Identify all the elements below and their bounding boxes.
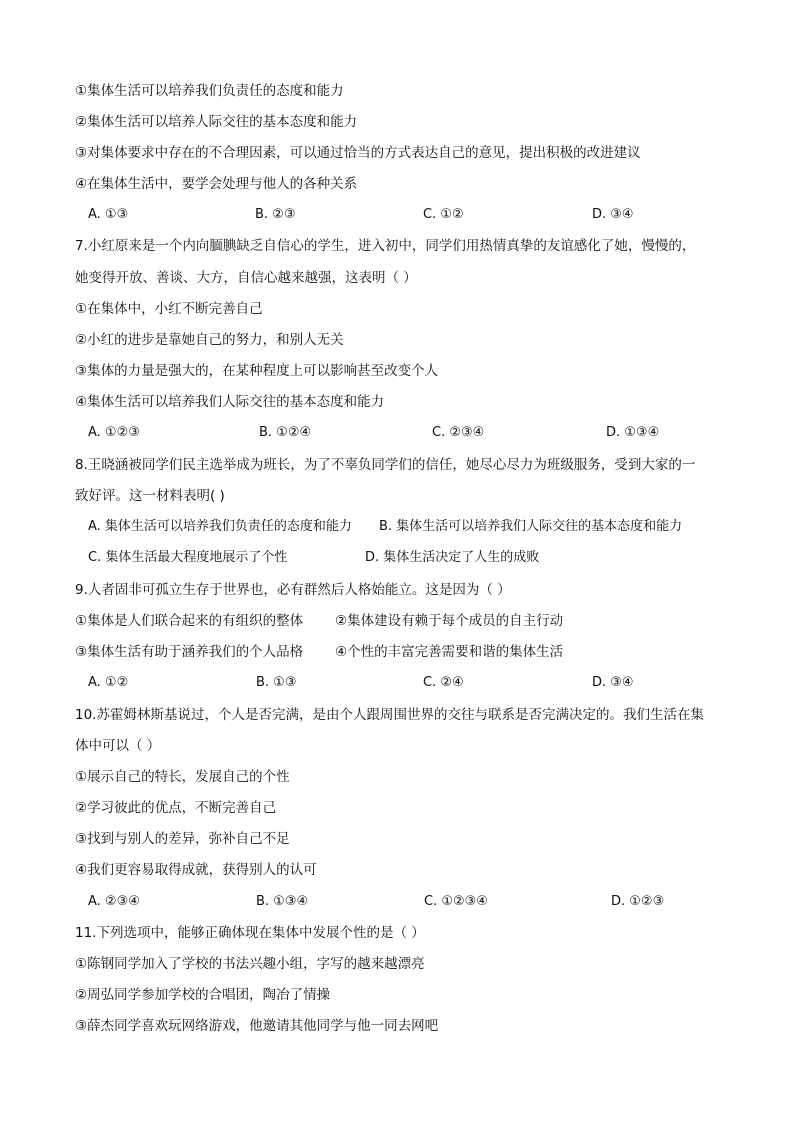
q9-item-4: ④个性的丰富完善需要和谐的集体生活: [335, 644, 564, 660]
q10-item-4: ④我们更容易取得成就，获得别人的认可: [75, 862, 317, 878]
q7-item-3: ③集体的力量是强大的，在某种程度上可以影响甚至改变个人: [75, 363, 439, 379]
q11-item-3: ③薛杰同学喜欢玩网络游戏，他邀请其他同学与他一同去网吧: [75, 1018, 439, 1034]
q10-option-c: C. ①②③④: [424, 894, 488, 909]
q8-stem-line-2: 致好评。这一材料表明( ): [75, 488, 225, 504]
q6-item-2: ②集体生活可以培养人际交往的基本态度和能力: [75, 114, 358, 130]
q6-item-1: ①集体生活可以培养我们负责任的态度和能力: [75, 83, 344, 99]
q11-stem: 11.下列选项中，能够正确体现在集体中发展个性的是（ ）: [75, 925, 425, 941]
q10-item-2: ②学习彼此的优点，不断完善自己: [75, 800, 277, 816]
q10-stem-line-1: 10.苏霍姆林斯基说过，个人是否完满，是由个人跟周围世界的交往与联系是否完满决定的。我们生活在集: [75, 707, 704, 723]
q6-option-d: D. ③④: [592, 207, 634, 222]
q9-item-3: ③集体生活有助于涵养我们的个人品格: [75, 644, 304, 660]
q9-option-d: D. ③④: [592, 675, 634, 690]
q7-item-1: ①在集体中，小红不断完善自己: [75, 301, 263, 317]
q7-item-2: ②小红的进步是靠她自己的努力，和别人无关: [75, 332, 344, 348]
q10-item-1: ①展示自己的特长，发展自己的个性: [75, 769, 290, 785]
q6-option-b: B. ②③: [255, 207, 296, 222]
q9-option-a: A. ①②: [88, 675, 129, 690]
q10-option-b: B. ①③④: [256, 894, 309, 909]
q9-item-2: ②集体建设有赖于每个成员的自主行动: [335, 613, 564, 629]
q11-item-1: ①陈钢同学加入了学校的书法兴趣小组，字写的越来越漂亮: [75, 956, 425, 972]
q8-option-a: A. 集体生活可以培养我们负责任的态度和能力: [88, 519, 352, 534]
q9-option-b: B. ①③: [256, 675, 297, 690]
q10-option-d: D. ①②③: [611, 894, 665, 909]
q9-stem: 9.人者固非可孤立生存于世界也，必有群然后人格始能立。这是因为（ ）: [75, 582, 511, 598]
q6-item-4: ④在集体生活中，要学会处理与他人的各种关系: [75, 176, 358, 192]
q7-stem-line-2: 她变得开放、善谈、大方，自信心越来越强，这表明（ ）: [75, 270, 417, 286]
q7-option-d: D. ①③④: [606, 425, 660, 440]
q7-option-a: A. ①②③: [88, 425, 140, 440]
q8-option-c: C. 集体生活最大程度地展示了个性: [88, 550, 288, 565]
q7-item-4: ④集体生活可以培养我们人际交往的基本态度和能力: [75, 394, 385, 410]
q8-option-d: D. 集体生活决定了人生的成败: [365, 550, 540, 565]
q7-stem-line-1: 7.小红原来是一个内向腼腆缺乏自信心的学生，进入初中，同学们用热情真挚的友谊感化了她，慢慢的，: [75, 238, 696, 254]
q6-option-c: C. ①②: [423, 207, 464, 222]
q10-stem-line-2: 体中可以（ ）: [75, 738, 161, 754]
q6-item-3: ③对集体要求中存在的不合理因素，可以通过恰当的方式表达自己的意见，提出积极的改进建议: [75, 145, 641, 161]
q10-item-3: ③找到与别人的差异，弥补自己不足: [75, 831, 290, 847]
q7-option-c: C. ②③④: [432, 425, 485, 440]
q9-item-1: ①集体是人们联合起来的有组织的整体: [75, 613, 304, 629]
q10-option-a: A. ②③④: [88, 894, 140, 909]
q9-option-c: C. ②④: [423, 675, 464, 690]
q7-option-b: B. ①②④: [259, 425, 312, 440]
q8-option-b: B. 集体生活可以培养我们人际交往的基本态度和能力: [379, 519, 683, 534]
q8-stem-line-1: 8.王晓涵被同学们民主选举成为班长，为了不辜负同学们的信任，她尽心尽力为班级服务，受到大家的一: [75, 457, 696, 473]
q6-option-a: A. ①③: [88, 207, 129, 222]
q11-item-2: ②周弘同学参加学校的合唱团，陶冶了情操: [75, 987, 331, 1003]
